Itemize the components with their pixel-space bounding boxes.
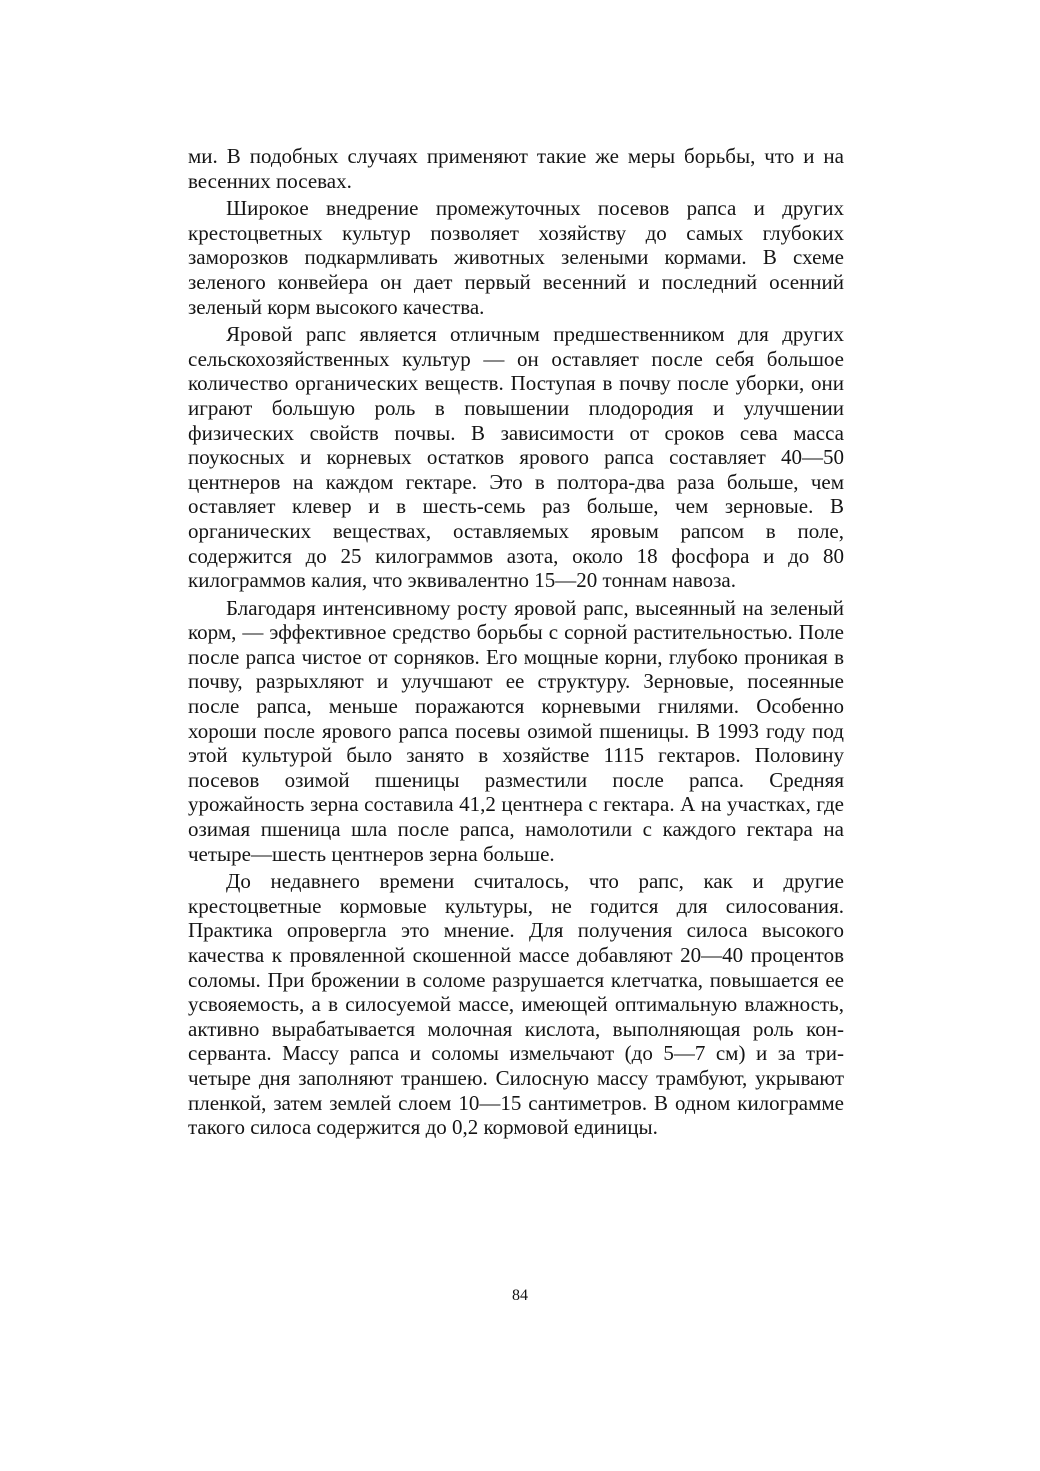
paragraph-1: ми. В подобных случаях применяют такие же меры борьбы, что и на весенних посевах. bbox=[188, 144, 844, 193]
paragraph-5: До недавнего времени считалось, что рапс, как и другие крестоцветные кормовые культуры, не годится для силосования. Практика опровергла это мнение. Для получения силоса высокого качества к провяленной скошенной массе добавляют 20—40 процентов соломы. При брожении в соломе разрушается клетчатка, повышается ее усвояемость, а в силосуемой массе, имеющей оптимальную влажность, активно вырабатывается молочная кислота, выполняющая роль консерванта. Массу рапса и соломы измельчают (до 5—7 см) и за три-четыре дня заполняют траншею. Силосную массу трамбуют, укрывают пленкой, затем землей слоем 10—15 сантиметров. В одном килограмме такого силоса содержится до 0,2 кормовой единицы. bbox=[188, 869, 844, 1140]
page-number: 84 bbox=[512, 1287, 528, 1304]
paragraph-4: Благодаря интенсивному росту яровой рапс, высеянный на зеленый корм, — эффективное средство борьбы с сорной растительностью. Поле после рапса чистое от сорняков. Его мощные корни, глубоко проникая в почву, разрыхляют и улучшают ее структуру. Зерновые, посеянные после рапса, меньше поражаются корневыми гнилями. Особенно хороши после ярового рапса посевы озимой пшеницы. В 1993 году под этой культурой было занято в хозяйстве 1115 гектаров. Половину посевов озимой пшеницы разместили после рапса. Средняя урожайность зерна составила 41,2 центнера с гектара. А на участках, где озимая пшеница шла после рапса, намолотили с каждого гектара на четыре—шесть центнеров зерна больше. bbox=[188, 595, 844, 866]
paragraph-3: Яровой рапс является отличным предшественником для других сельскохозяйственных культур — он оставляет после себя большое количество органических веществ. Поступая в почву после уборки, они играют большую роль в повышении плодородия и улучшении физических свойств почвы. В зависимости от сроков сева масса поукосных и корневых остатков ярового рапса составляет 40—50 центнеров на каждом гектаре. Это в полтора-два раза больше, чем оставляет клевер и в шесть-семь раз больше, чем зерновые. В органических веществах, оставляемых яровым рапсом в поле, содержится до 25 килограммов азота, около 18 фосфора и до 80 килограммов калия, что эквивалентно 15—20 тоннам навоза. bbox=[188, 322, 844, 593]
paragraph-2: Широкое внедрение промежуточных посевов рапса и других крестоцветных культур позволяет хозяйству до самых глубоких заморозков подкармливать животных зелеными кормами. В схеме зеленого конвейера он дает первый весенний и последний осенний зеленый корм высокого качества. bbox=[188, 196, 844, 319]
page-text bbox=[188, 144, 844, 1140]
